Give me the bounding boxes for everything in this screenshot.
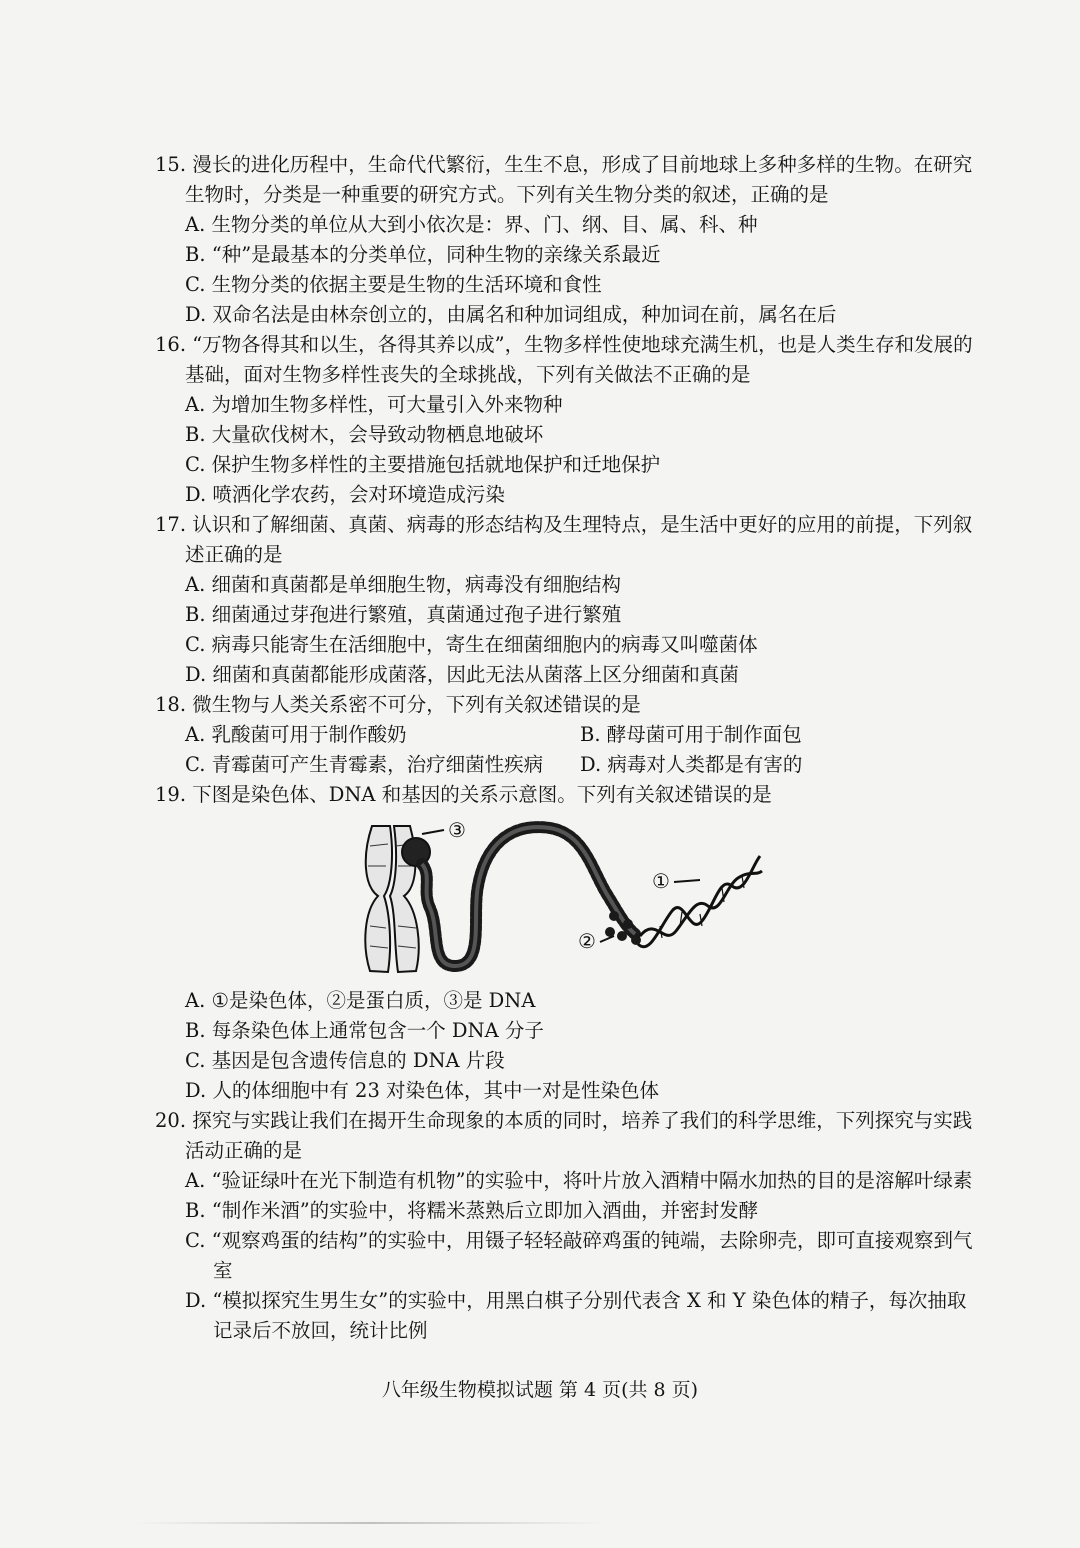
question-stem: 18. 微生物与人类关系密不可分，下列有关叙述错误的是 [155,693,641,716]
option-c: C. 生物分类的依据主要是生物的生活环境和食性 [185,273,602,296]
option-d: D. “模拟探究生男生女”的实验中，用黑白棋子分别代表含 X 和 Y 染色体的精子，每次抽取记录后不放回，统计比例 [185,1289,967,1342]
option-d: D. 病毒对人类都是有害的 [580,753,803,776]
option-c: C. “观察鸡蛋的结构”的实验中，用镊子轻轻敲碎鸡蛋的钝端，去除卵壳，即可直接观察到气室 [185,1229,973,1282]
option-b: B. “种”是最基本的分类单位，同种生物的亲缘关系最近 [185,243,661,266]
label-1-pointer [674,880,700,882]
question-stem: 20. 探究与实践让我们在揭开生命现象的本质的同时，培养了我们的科学思维，下列探究与实践活动正确的是 [155,1109,973,1162]
option-a: A. 生物分类的单位从大到小依次是：界、门、纲、目、属、科、种 [185,213,758,236]
option-a: A. ①是染色体，②是蛋白质，③是 DNA [185,989,536,1012]
option-row [155,720,975,750]
label-1: ① [652,869,670,893]
question-20 [155,1106,975,1346]
page-footer: 八年级生物模拟试题 第 4 页(共 8 页) [381,1379,699,1401]
label-3: ③ [448,818,466,842]
label-2-pointer [600,936,614,942]
chromosome-dna-diagram [360,816,780,982]
option-a: A. 乳酸菌可用于制作酸奶 [185,723,407,746]
chromatin-fiber [422,827,635,966]
option-b: B. 酵母菌可用于制作面包 [580,723,802,746]
question-list [155,150,975,1346]
question-stem: 15. 漫长的进化历程中，生命代代繁衍，生生不息，形成了目前地球上多种多样的生物。在研究生物时，分类是一种重要的研究方式。下列有关生物分类的叙述，正确的是 [155,153,973,206]
option-c: C. 病毒只能寄生在活细胞中，寄生在细菌细胞内的病毒又叫噬菌体 [185,633,758,656]
chromosome-left-arm [365,826,392,972]
option-row [155,750,975,780]
label-3-pointer [422,830,444,834]
option-d: D. 人的体细胞中有 23 对染色体，其中一对是性染色体 [185,1079,660,1102]
question-stem: 19. 下图是染色体、DNA 和基因的关系示意图。下列有关叙述错误的是 [155,783,772,806]
option-b: B. 每条染色体上通常包含一个 DNA 分子 [185,1019,544,1042]
option-b: B. 细菌通过芽孢进行繁殖，真菌通过孢子进行繁殖 [185,603,622,626]
chromosome-dna-gene-figure [155,816,975,982]
option-a: A. 细菌和真菌都是单细胞生物，病毒没有细胞结构 [185,573,621,596]
question-16 [155,330,975,510]
question-stem: 17. 认识和了解细菌、真菌、病毒的形态结构及生理特点，是生活中更好的应用的前提，下列叙述正确的是 [155,513,973,566]
option-c: C. 青霉菌可产生青霉素，治疗细菌性疾病 [185,753,544,776]
option-c: C. 保护生物多样性的主要措施包括就地保护和迁地保护 [185,453,661,476]
option-d: D. 双命名法是由林奈创立的，由属名和种加词组成，种加词在前，属名在后 [185,303,837,326]
option-d: D. 喷洒化学农药，会对环境造成污染 [185,483,505,506]
question-17 [155,510,975,690]
option-d: D. 细菌和真菌都能形成菌落，因此无法从菌落上区分细菌和真菌 [185,663,739,686]
option-b: B. “制作米酒”的实验中，将糯米蒸熟后立即加入酒曲，并密封发酵 [185,1199,759,1222]
question-19 [155,780,975,1106]
label-2: ② [578,929,596,953]
scan-artifact-line [135,1522,605,1524]
option-a: A. 为增加生物多样性，可大量引入外来物种 [185,393,563,416]
question-18 [155,690,975,780]
option-c: C. 基因是包含遗传信息的 DNA 片段 [185,1049,505,1072]
question-stem: 16. “万物各得其和以生，各得其养以成”，生物多样性使地球充满生机，也是人类生存和发展的基础，面对生物多样性丧失的全球挑战，下列有关做法不正确的是 [155,333,973,386]
option-a: A. “验证绿叶在光下制造有机物”的实验中，将叶片放入酒精中隔水加热的目的是溶解叶绿素 [185,1169,973,1192]
question-15 [155,150,975,330]
option-b: B. 大量砍伐树木，会导致动物栖息地破坏 [185,423,544,446]
